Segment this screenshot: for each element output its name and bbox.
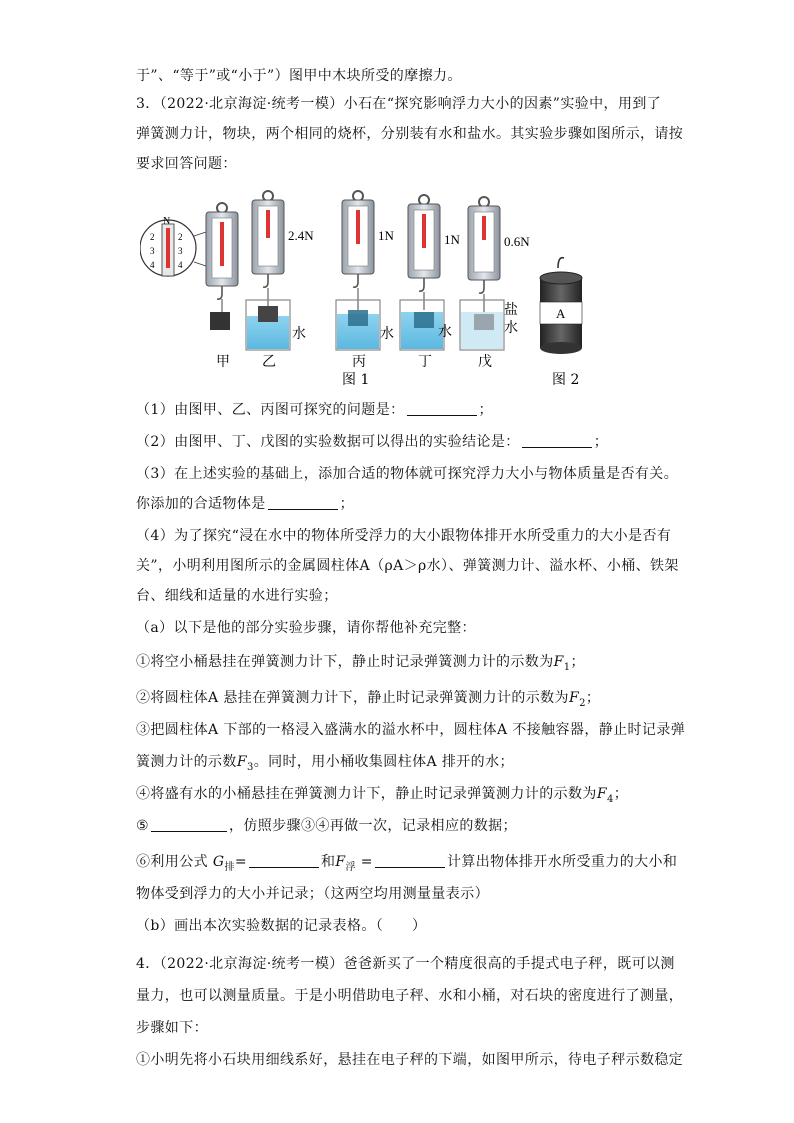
beaker-bing — [336, 300, 394, 350]
liquid-label: 水 — [504, 320, 518, 336]
reading-yi: 2.4N — [288, 228, 314, 243]
sub-question-2: （2）由图甲、丁、戊图的实验数据可以得出的实验结论是： ； — [136, 434, 609, 450]
svg-text:3: 3 — [178, 246, 183, 256]
text-line: 步骤如下： — [136, 1020, 208, 1036]
sub-question-4: （4）为了探究“浸在水中的物体所受浮力的大小跟物体排开水所受重力的大小是否有 — [136, 528, 672, 544]
text-line: ①小明先将小石块用细线系好，悬挂在电子秤的下端，如图甲所示，待电子秤示数稳定 — [136, 1052, 684, 1068]
spring-scale-wu — [468, 197, 530, 312]
reading-wu: 0.6N — [504, 234, 530, 249]
part-a-heading: （a）以下是他的部分实验步骤，请你帮他补充完整： — [136, 620, 476, 636]
answer-blank[interactable] — [151, 817, 227, 832]
label-wu: 戊 — [478, 354, 492, 370]
label-yi: 乙 — [262, 354, 276, 370]
svg-text:4: 4 — [178, 260, 183, 270]
label-bing: 丙 — [352, 354, 366, 370]
step-3: ③把圆柱体A 下部的一格浸入盛满水的溢水杯中，圆柱体A 不接触容器，静止时记录弹 — [136, 722, 686, 738]
reading-ding: 1N — [444, 232, 460, 247]
liquid-label: 水 — [438, 324, 452, 340]
zoom-detail — [140, 216, 212, 276]
answer-blank[interactable] — [375, 853, 445, 868]
step-1: ①将空小桶悬挂在弹簧测力计下，静止时记录弹簧测力计的示数为$F_1$； — [136, 654, 585, 673]
step-2: ②将圆柱体A 悬挂在弹簧测力计下，静止时记录弹簧测力计的示数为$F_2$； — [136, 690, 601, 709]
svg-text:4: 4 — [150, 260, 155, 270]
text-line: 你添加的合适物体是 ； — [136, 496, 355, 512]
answer-blank[interactable] — [522, 433, 592, 448]
svg-text:3: 3 — [150, 246, 155, 256]
text-line: 物体受到浮力的大小并记录；（这两空均用测量量表示） — [136, 886, 489, 902]
question-3-heading: 3．（2022·北京海淀·统考一模）小石在“探究影响浮力大小的因素”实验中，用到了 — [136, 96, 662, 112]
text-line: 台、细线和适量的水进行实验； — [136, 588, 338, 604]
sub-question-1: （1）由图甲、乙、丙图可探究的问题是： ； — [136, 402, 493, 418]
scale-unit: N — [163, 216, 171, 227]
spring-scale-yi — [252, 191, 314, 306]
part-b-heading: （b）画出本次实验数据的记录表格。（ ） — [136, 918, 427, 934]
svg-text:2: 2 — [178, 232, 183, 242]
text-line: 簧测力计的示数$F_3$。同时，用小桶收集圆柱体A 排开的水； — [136, 754, 514, 773]
reading-bing: 1N — [378, 228, 394, 243]
label-jia: 甲 — [216, 354, 230, 370]
beaker-ding — [400, 300, 452, 350]
step-5: ⑤ ，仿照步骤③④再做一次，记录相应的数据； — [136, 818, 517, 834]
answer-blank[interactable] — [407, 401, 477, 416]
step-6: ⑥利用公式 $G_排=$ 和$F_浮$ = 计算出物体排开水所受重力的大小和 — [136, 854, 678, 873]
step-4: ④将盛有水的小桶悬挂在弹簧测力计下，静止时记录弹簧测力计的示数为$F_4$； — [136, 786, 629, 805]
beaker-yi — [246, 300, 306, 350]
liquid-label: 盐 — [504, 302, 518, 318]
label-ding: 丁 — [418, 354, 432, 370]
caption-fig1: 图 1 — [342, 372, 370, 388]
question-4-heading: 4．（2022·北京海淀·统考一模）爸爸新买了一个精度很高的手提式电子秤，既可以测 — [136, 956, 675, 972]
spring-scale-bing — [342, 191, 395, 310]
experiment-figure — [140, 188, 600, 388]
cylinder-label: A — [556, 306, 566, 321]
answer-blank[interactable] — [249, 853, 319, 868]
text-line: 关”，小明利用图所示的金属圆柱体A（ρA＞ρ水）、弹簧测力计、溢水杯、小桶、铁架 — [136, 558, 679, 574]
text-line: 于”、“等于”或“小于”）图甲中木块所受的摩擦力。 — [136, 68, 462, 84]
metal-cylinder-a — [540, 258, 582, 354]
beaker-wu — [460, 300, 518, 350]
svg-text:2: 2 — [150, 232, 155, 242]
text-line: 弹簧测力计，物块，两个相同的烧杯，分别装有水和盐水。其实验步骤如图所示，请按 — [136, 126, 684, 142]
spring-scale-jia — [206, 203, 238, 330]
caption-fig2: 图 2 — [552, 372, 580, 388]
liquid-label: 水 — [380, 326, 394, 342]
text-line: 要求回答问题： — [136, 156, 237, 172]
answer-blank[interactable] — [268, 495, 338, 510]
text-line: 量力，也可以测量质量。于是小明借助电子秤、水和小桶，对石块的密度进行了测量， — [136, 988, 684, 1004]
spring-scale-ding — [408, 195, 461, 310]
sub-question-3: （3）在上述实验的基础上，添加合适的物体就可探究浮力大小与物体质量是否有关。 — [136, 466, 679, 482]
liquid-label: 水 — [292, 326, 306, 342]
